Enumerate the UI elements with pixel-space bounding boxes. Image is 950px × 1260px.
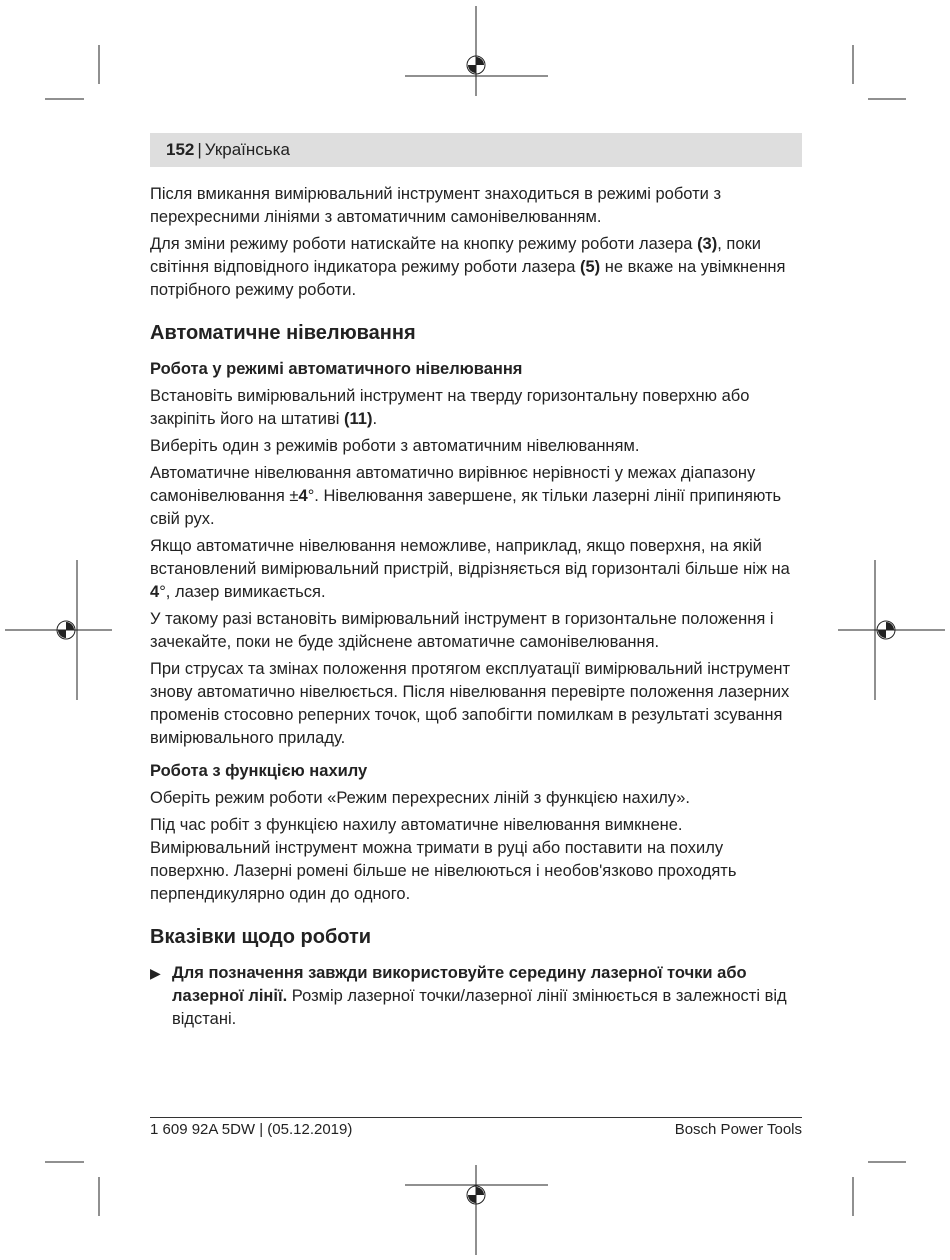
page-number: 152 xyxy=(166,140,195,159)
subsection-title-tilt: Робота з функцією нахилу xyxy=(150,762,368,780)
paragraph-tilt-select: Оберіть режим роботи «Режим перехресних ліній з функцією нахилу». xyxy=(150,789,690,807)
page-footer xyxy=(150,1117,802,1138)
header-language: Українська xyxy=(204,140,290,159)
intro-paragraph-2: Для зміни режиму роботи натискайте на кнопку режиму роботи лазера (3), поки світіння відповідного індикатора режиму роботи лазера (5) не вкаже на увімкнення потрібного режиму роботи. xyxy=(150,235,786,299)
bullet-bold-text: Для позначення завжди використовуйте середину лазерної точки або лазерної лінії. xyxy=(172,964,747,1005)
footer-brand: Bosch Power Tools xyxy=(674,1121,802,1138)
subsection-title-auto-mode: Робота у режимі автоматичного нівелювання xyxy=(150,360,523,378)
limit-value: 4 xyxy=(150,583,160,601)
intro-paragraph-1: Після вмикання вимірювальний інструмент знаходиться в режимі роботи з перехресними лініями з автоматичним самонівелюванням. xyxy=(150,185,722,226)
ref-tripod-11: (11) xyxy=(344,410,373,428)
ref-button-3: (3) xyxy=(697,235,718,253)
instruction-bullet xyxy=(150,962,802,1031)
paragraph-reposition: У такому разі встановіть вимірювальний інструмент в горизонтальне положення і зачекайте, поки не буде здійснене автоматичне самонівелювання. xyxy=(150,610,774,651)
ref-indicator-5: (5) xyxy=(579,258,601,276)
paragraph-shocks: При струсах та змінах положення протягом експлуатації вимірювальний інструмент знову автоматично нівелюється. Після нівелювання перевірте положення лазерних променів стосовно реперних точок, щоб запобігти помилкам в результаті зсування вимірювального приладу. xyxy=(150,660,791,747)
bullet-normal-text: Розмір лазерної точки/лазерної лінії змінюється в залежності від відстані. xyxy=(172,987,787,1028)
footer-doc-number: 1 609 92A 5DW | (05.12.2019) xyxy=(150,1121,353,1138)
page-body xyxy=(150,183,802,1031)
section-title-work-instructions: Вказівки щодо роботи xyxy=(150,926,372,948)
paragraph-tilt-info: Під час робіт з функцією нахилу автоматичне нівелювання вимкнене. Вимірювальний інструмент можна тримати в руці або поставити на похилу поверхню. Лазерні ромені більше не нівелюються і необов'язково проходять перпендикулярно один до одного. xyxy=(150,816,737,903)
paragraph-setup: Встановіть вимірювальний інструмент на тверду горизонтальну поверхню або закріпіть його на штативі (11). xyxy=(150,387,750,428)
paragraph-range: Автоматичне нівелювання автоматично вирівнює нерівності у межах діапазону самонівелювання ±4°. Нівелювання завершене, як тільки лазерні лінії припиняють свій рух. xyxy=(150,464,782,528)
bullet-triangle-icon: ▶ xyxy=(150,965,161,981)
range-value: 4 xyxy=(298,487,308,505)
paragraph-out-of-range: Якщо автоматичне нівелювання неможливе, наприклад, якщо поверхня, на якій встановлений вимірювальний пристрій, відрізняється від горизонталі більше ніж на 4°, лазер вимикається. xyxy=(150,537,790,601)
paragraph-select-mode: Виберіть один з режимів роботи з автоматичним нівелюванням. xyxy=(150,437,640,455)
section-title-auto-leveling: Автоматичне нівелювання xyxy=(150,322,416,344)
page-header xyxy=(150,133,802,167)
header-separator: | xyxy=(197,140,202,159)
